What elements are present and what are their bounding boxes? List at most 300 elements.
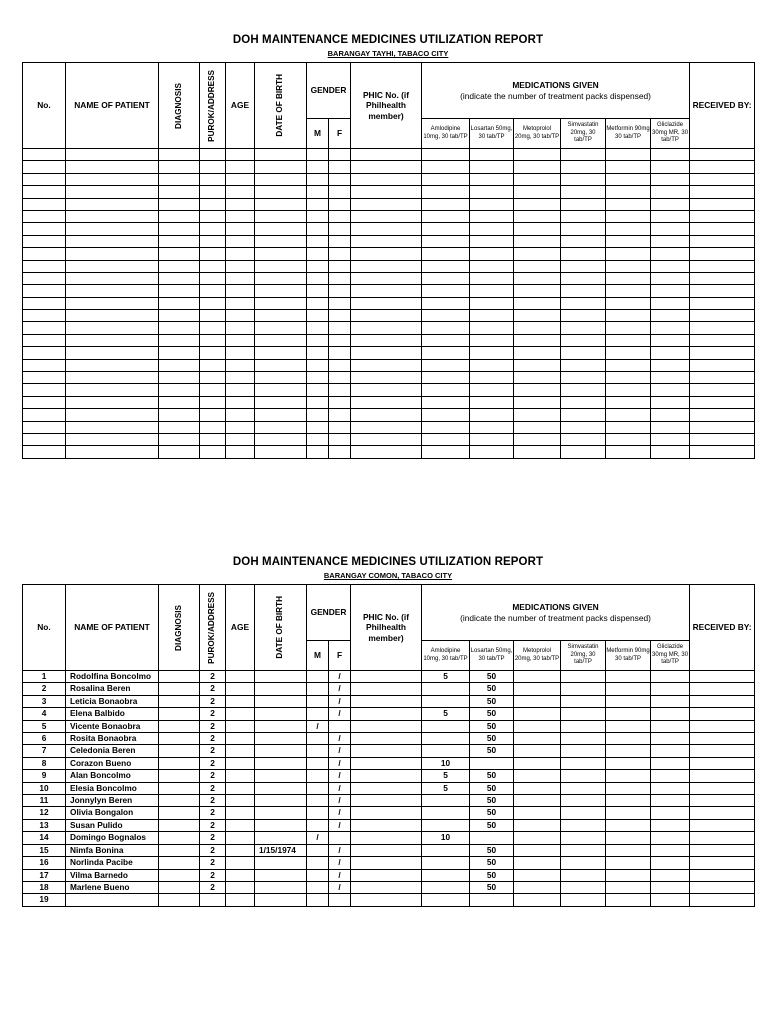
- losartan-packs: 50: [470, 819, 514, 831]
- table-cell: [23, 210, 66, 222]
- gender-male: [307, 683, 329, 695]
- row-number: 13: [23, 819, 66, 831]
- table-cell: [351, 396, 422, 408]
- losartan-packs: 50: [470, 807, 514, 819]
- gender-female: /: [329, 857, 351, 869]
- table-cell: [351, 235, 422, 247]
- table-cell: [23, 347, 66, 359]
- simvastatin-packs: [561, 782, 606, 794]
- phic-number: [351, 819, 422, 831]
- losartan-packs: 50: [470, 770, 514, 782]
- table-cell: [329, 272, 351, 284]
- utilization-table: [22, 584, 755, 907]
- received-by: [690, 807, 755, 819]
- table-row: [23, 334, 755, 346]
- table-cell: [606, 310, 651, 322]
- date-of-birth: [255, 733, 307, 745]
- table-cell: [470, 235, 514, 247]
- patient-name: Corazon Bueno: [66, 757, 159, 769]
- table-row: [23, 347, 755, 359]
- amlodipine-packs: 5: [422, 770, 470, 782]
- table-cell: [159, 235, 200, 247]
- gender-male: [307, 819, 329, 831]
- gender-female: /: [329, 745, 351, 757]
- purok: 2: [200, 807, 226, 819]
- gender-male: [307, 857, 329, 869]
- table-cell: [226, 198, 255, 210]
- table-row: [23, 844, 755, 856]
- table-cell: [200, 433, 226, 445]
- diagnosis: [159, 733, 200, 745]
- table-cell: [200, 297, 226, 309]
- metformin-packs: [606, 819, 651, 831]
- header-losartan: Losartan 50mg, 30 tab/TP: [470, 641, 514, 671]
- header-male: M: [307, 119, 329, 149]
- simvastatin-packs: [561, 671, 606, 683]
- table-cell: [470, 223, 514, 235]
- table-cell: [514, 396, 561, 408]
- table-cell: [307, 334, 329, 346]
- table-cell: [329, 223, 351, 235]
- amlodipine-packs: 10: [422, 757, 470, 769]
- patient-name: Alan Boncolmo: [66, 770, 159, 782]
- table-cell: [351, 384, 422, 396]
- gender-male: [307, 770, 329, 782]
- gliclazide-packs: [651, 857, 690, 869]
- table-cell: [422, 310, 470, 322]
- table-cell: [159, 310, 200, 322]
- table-cell: [307, 285, 329, 297]
- table-cell: [200, 421, 226, 433]
- table-cell: [226, 297, 255, 309]
- table-cell: [226, 173, 255, 185]
- table-cell: [651, 260, 690, 272]
- phic-number: [351, 795, 422, 807]
- age: [226, 745, 255, 757]
- date-of-birth: [255, 683, 307, 695]
- amlodipine-packs: 5: [422, 671, 470, 683]
- simvastatin-packs: [561, 807, 606, 819]
- table-cell: [422, 173, 470, 185]
- table-cell: [470, 446, 514, 458]
- table-cell: [690, 297, 755, 309]
- table-row: [23, 832, 755, 844]
- patient-name: Olivia Bongalon: [66, 807, 159, 819]
- table-cell: [159, 347, 200, 359]
- table-cell: [159, 260, 200, 272]
- phic-number: [351, 683, 422, 695]
- gender-female: /: [329, 770, 351, 782]
- metoprolol-packs: [514, 869, 561, 881]
- table-cell: [255, 334, 307, 346]
- table-cell: [651, 161, 690, 173]
- table-cell: [561, 210, 606, 222]
- amlodipine-packs: [422, 733, 470, 745]
- diagnosis: [159, 844, 200, 856]
- purok: 2: [200, 683, 226, 695]
- table-cell: [200, 149, 226, 161]
- table-cell: [307, 409, 329, 421]
- date-of-birth: [255, 807, 307, 819]
- table-cell: [200, 248, 226, 260]
- table-cell: [226, 409, 255, 421]
- table-cell: [23, 384, 66, 396]
- losartan-packs: [470, 832, 514, 844]
- table-cell: [351, 223, 422, 235]
- gender-female: /: [329, 695, 351, 707]
- age: [226, 770, 255, 782]
- table-cell: [690, 198, 755, 210]
- metoprolol-packs: [514, 720, 561, 732]
- gender-female: /: [329, 733, 351, 745]
- table-cell: [690, 334, 755, 346]
- row-number: 1: [23, 671, 66, 683]
- table-cell: [66, 322, 159, 334]
- table-cell: [23, 149, 66, 161]
- row-number: 8: [23, 757, 66, 769]
- table-cell: [66, 210, 159, 222]
- table-cell: [422, 446, 470, 458]
- table-cell: [561, 235, 606, 247]
- utilization-table: [22, 62, 755, 459]
- table-cell: [561, 149, 606, 161]
- table-cell: [255, 310, 307, 322]
- report-comon: [22, 556, 754, 907]
- gliclazide-packs: [651, 795, 690, 807]
- header-female: F: [329, 119, 351, 149]
- table-cell: [606, 235, 651, 247]
- row-number: 17: [23, 869, 66, 881]
- header-diagnosis: DIAGNOSIS: [159, 63, 200, 149]
- table-cell: [307, 384, 329, 396]
- gender-male: [307, 695, 329, 707]
- gender-male: [307, 807, 329, 819]
- header-simvastatin: Simvastatin 20mg, 30 tab/TP: [561, 119, 606, 149]
- gender-male: [307, 881, 329, 893]
- table-row: [23, 260, 755, 272]
- patient-name: Rosalina Beren: [66, 683, 159, 695]
- simvastatin-packs: [561, 708, 606, 720]
- patient-name: Norlinda Pacibe: [66, 857, 159, 869]
- header-medications: MEDICATIONS GIVEN (indicate the number of treatment packs dispensed): [422, 585, 690, 641]
- table-cell: [606, 409, 651, 421]
- received-by: [690, 819, 755, 831]
- table-cell: [351, 161, 422, 173]
- simvastatin-packs: [561, 881, 606, 893]
- phic-number: [351, 695, 422, 707]
- table-cell: [690, 260, 755, 272]
- gliclazide-packs: [651, 757, 690, 769]
- amlodipine-packs: 5: [422, 782, 470, 794]
- losartan-packs: 50: [470, 844, 514, 856]
- table-cell: [470, 161, 514, 173]
- table-cell: [159, 446, 200, 458]
- diagnosis: [159, 757, 200, 769]
- header-medications: MEDICATIONS GIVEN (indicate the number of treatment packs dispensed): [422, 63, 690, 119]
- metoprolol-packs: [514, 832, 561, 844]
- table-cell: [307, 372, 329, 384]
- table-cell: [651, 396, 690, 408]
- phic-number: [351, 894, 422, 906]
- table-cell: [470, 186, 514, 198]
- gender-female: /: [329, 819, 351, 831]
- table-cell: [606, 396, 651, 408]
- table-cell: [159, 421, 200, 433]
- received-by: [690, 757, 755, 769]
- gliclazide-packs: [651, 683, 690, 695]
- header-amlodipine: Amlodipine 10mg, 30 tab/TP: [422, 641, 470, 671]
- table-cell: [226, 248, 255, 260]
- metformin-packs: [606, 857, 651, 869]
- received-by: [690, 795, 755, 807]
- header-male: M: [307, 641, 329, 671]
- table-cell: [226, 334, 255, 346]
- losartan-packs: 50: [470, 881, 514, 893]
- table-row: [23, 173, 755, 185]
- table-cell: [307, 248, 329, 260]
- row-number: 14: [23, 832, 66, 844]
- report-subtitle: BARANGAY COMON, TABACO CITY: [323, 571, 453, 580]
- purok: 2: [200, 733, 226, 745]
- row-number: 3: [23, 695, 66, 707]
- table-cell: [23, 297, 66, 309]
- row-number: 6: [23, 733, 66, 745]
- table-cell: [561, 285, 606, 297]
- purok: 2: [200, 695, 226, 707]
- table-cell: [470, 248, 514, 260]
- table-cell: [690, 322, 755, 334]
- received-by: [690, 832, 755, 844]
- table-cell: [329, 433, 351, 445]
- amlodipine-packs: [422, 683, 470, 695]
- table-cell: [690, 223, 755, 235]
- table-cell: [351, 310, 422, 322]
- table-cell: [159, 433, 200, 445]
- gender-female: /: [329, 708, 351, 720]
- table-cell: [159, 297, 200, 309]
- table-cell: [690, 248, 755, 260]
- losartan-packs: [470, 894, 514, 906]
- header-age: AGE: [226, 63, 255, 149]
- purok: 2: [200, 881, 226, 893]
- header-no: No.: [23, 585, 66, 671]
- row-number: 11: [23, 795, 66, 807]
- row-number: 15: [23, 844, 66, 856]
- report-subtitle: BARANGAY TAYHI, TABACO CITY: [327, 49, 449, 58]
- patient-name: Susan Pulido: [66, 819, 159, 831]
- received-by: [690, 671, 755, 683]
- table-cell: [200, 161, 226, 173]
- table-cell: [690, 409, 755, 421]
- patient-name: [66, 894, 159, 906]
- metoprolol-packs: [514, 881, 561, 893]
- amlodipine-packs: [422, 807, 470, 819]
- gliclazide-packs: [651, 782, 690, 794]
- diagnosis: [159, 720, 200, 732]
- table-cell: [23, 446, 66, 458]
- table-cell: [66, 235, 159, 247]
- table-cell: [690, 186, 755, 198]
- table-cell: [561, 223, 606, 235]
- table-cell: [690, 433, 755, 445]
- table-cell: [23, 433, 66, 445]
- table-cell: [159, 285, 200, 297]
- table-cell: [351, 248, 422, 260]
- table-cell: [23, 421, 66, 433]
- simvastatin-packs: [561, 857, 606, 869]
- table-cell: [422, 223, 470, 235]
- table-cell: [23, 334, 66, 346]
- table-cell: [255, 433, 307, 445]
- table-cell: [200, 446, 226, 458]
- gender-female: /: [329, 807, 351, 819]
- table-row: [23, 359, 755, 371]
- table-cell: [307, 396, 329, 408]
- row-number: 2: [23, 683, 66, 695]
- table-cell: [514, 272, 561, 284]
- table-row: [23, 869, 755, 881]
- table-cell: [66, 297, 159, 309]
- metformin-packs: [606, 770, 651, 782]
- table-cell: [561, 446, 606, 458]
- table-cell: [329, 235, 351, 247]
- table-cell: [606, 198, 651, 210]
- table-cell: [255, 372, 307, 384]
- table-cell: [422, 409, 470, 421]
- table-cell: [561, 161, 606, 173]
- purok: 2: [200, 745, 226, 757]
- gliclazide-packs: [651, 881, 690, 893]
- table-cell: [255, 161, 307, 173]
- table-cell: [470, 210, 514, 222]
- table-cell: [226, 285, 255, 297]
- table-cell: [66, 409, 159, 421]
- table-cell: [606, 433, 651, 445]
- diagnosis: [159, 807, 200, 819]
- table-row: [23, 433, 755, 445]
- header-phic: PHIC No. (if Philhealth member): [351, 63, 422, 149]
- simvastatin-packs: [561, 894, 606, 906]
- table-cell: [514, 384, 561, 396]
- table-cell: [470, 433, 514, 445]
- table-cell: [690, 372, 755, 384]
- table-cell: [606, 272, 651, 284]
- table-cell: [351, 372, 422, 384]
- diagnosis: [159, 782, 200, 794]
- table-cell: [226, 359, 255, 371]
- amlodipine-packs: [422, 695, 470, 707]
- table-cell: [514, 161, 561, 173]
- date-of-birth: [255, 770, 307, 782]
- age: [226, 671, 255, 683]
- purok: 2: [200, 708, 226, 720]
- table-cell: [422, 322, 470, 334]
- age: [226, 683, 255, 695]
- table-cell: [226, 186, 255, 198]
- table-row: [23, 396, 755, 408]
- table-cell: [159, 198, 200, 210]
- metoprolol-packs: [514, 708, 561, 720]
- metoprolol-packs: [514, 894, 561, 906]
- table-cell: [561, 421, 606, 433]
- table-cell: [23, 235, 66, 247]
- table-cell: [307, 198, 329, 210]
- date-of-birth: [255, 708, 307, 720]
- gender-male: [307, 733, 329, 745]
- table-cell: [470, 334, 514, 346]
- patient-name: Vicente Bonaobra: [66, 720, 159, 732]
- metformin-packs: [606, 745, 651, 757]
- gender-female: /: [329, 795, 351, 807]
- table-cell: [329, 359, 351, 371]
- table-cell: [329, 384, 351, 396]
- table-cell: [307, 359, 329, 371]
- table-cell: [255, 198, 307, 210]
- table-cell: [422, 421, 470, 433]
- table-cell: [690, 149, 755, 161]
- gender-male: [307, 745, 329, 757]
- amlodipine-packs: [422, 819, 470, 831]
- diagnosis: [159, 795, 200, 807]
- metformin-packs: [606, 720, 651, 732]
- table-cell: [307, 446, 329, 458]
- table-cell: [651, 173, 690, 185]
- simvastatin-packs: [561, 757, 606, 769]
- table-cell: [561, 396, 606, 408]
- table-cell: [606, 446, 651, 458]
- table-cell: [690, 310, 755, 322]
- metoprolol-packs: [514, 795, 561, 807]
- table-cell: [606, 161, 651, 173]
- metformin-packs: [606, 683, 651, 695]
- table-cell: [351, 433, 422, 445]
- table-cell: [351, 210, 422, 222]
- metoprolol-packs: [514, 807, 561, 819]
- metoprolol-packs: [514, 695, 561, 707]
- purok: 2: [200, 757, 226, 769]
- row-number: 10: [23, 782, 66, 794]
- table-cell: [606, 173, 651, 185]
- amlodipine-packs: 5: [422, 708, 470, 720]
- table-cell: [200, 409, 226, 421]
- losartan-packs: 50: [470, 857, 514, 869]
- simvastatin-packs: [561, 695, 606, 707]
- table-cell: [329, 396, 351, 408]
- received-by: [690, 720, 755, 732]
- table-cell: [307, 260, 329, 272]
- phic-number: [351, 671, 422, 683]
- purok: 2: [200, 795, 226, 807]
- table-cell: [66, 260, 159, 272]
- table-cell: [307, 223, 329, 235]
- table-cell: [23, 285, 66, 297]
- table-cell: [561, 384, 606, 396]
- table-cell: [329, 210, 351, 222]
- diagnosis: [159, 683, 200, 695]
- table-cell: [329, 446, 351, 458]
- age: [226, 881, 255, 893]
- table-cell: [307, 186, 329, 198]
- header-gliclazide: Gliclazide 30mg MR, 30 tab/TP: [651, 119, 690, 149]
- table-cell: [329, 161, 351, 173]
- table-cell: [470, 285, 514, 297]
- table-cell: [422, 334, 470, 346]
- gliclazide-packs: [651, 745, 690, 757]
- gender-male: [307, 844, 329, 856]
- table-cell: [606, 285, 651, 297]
- table-row: [23, 310, 755, 322]
- age: [226, 708, 255, 720]
